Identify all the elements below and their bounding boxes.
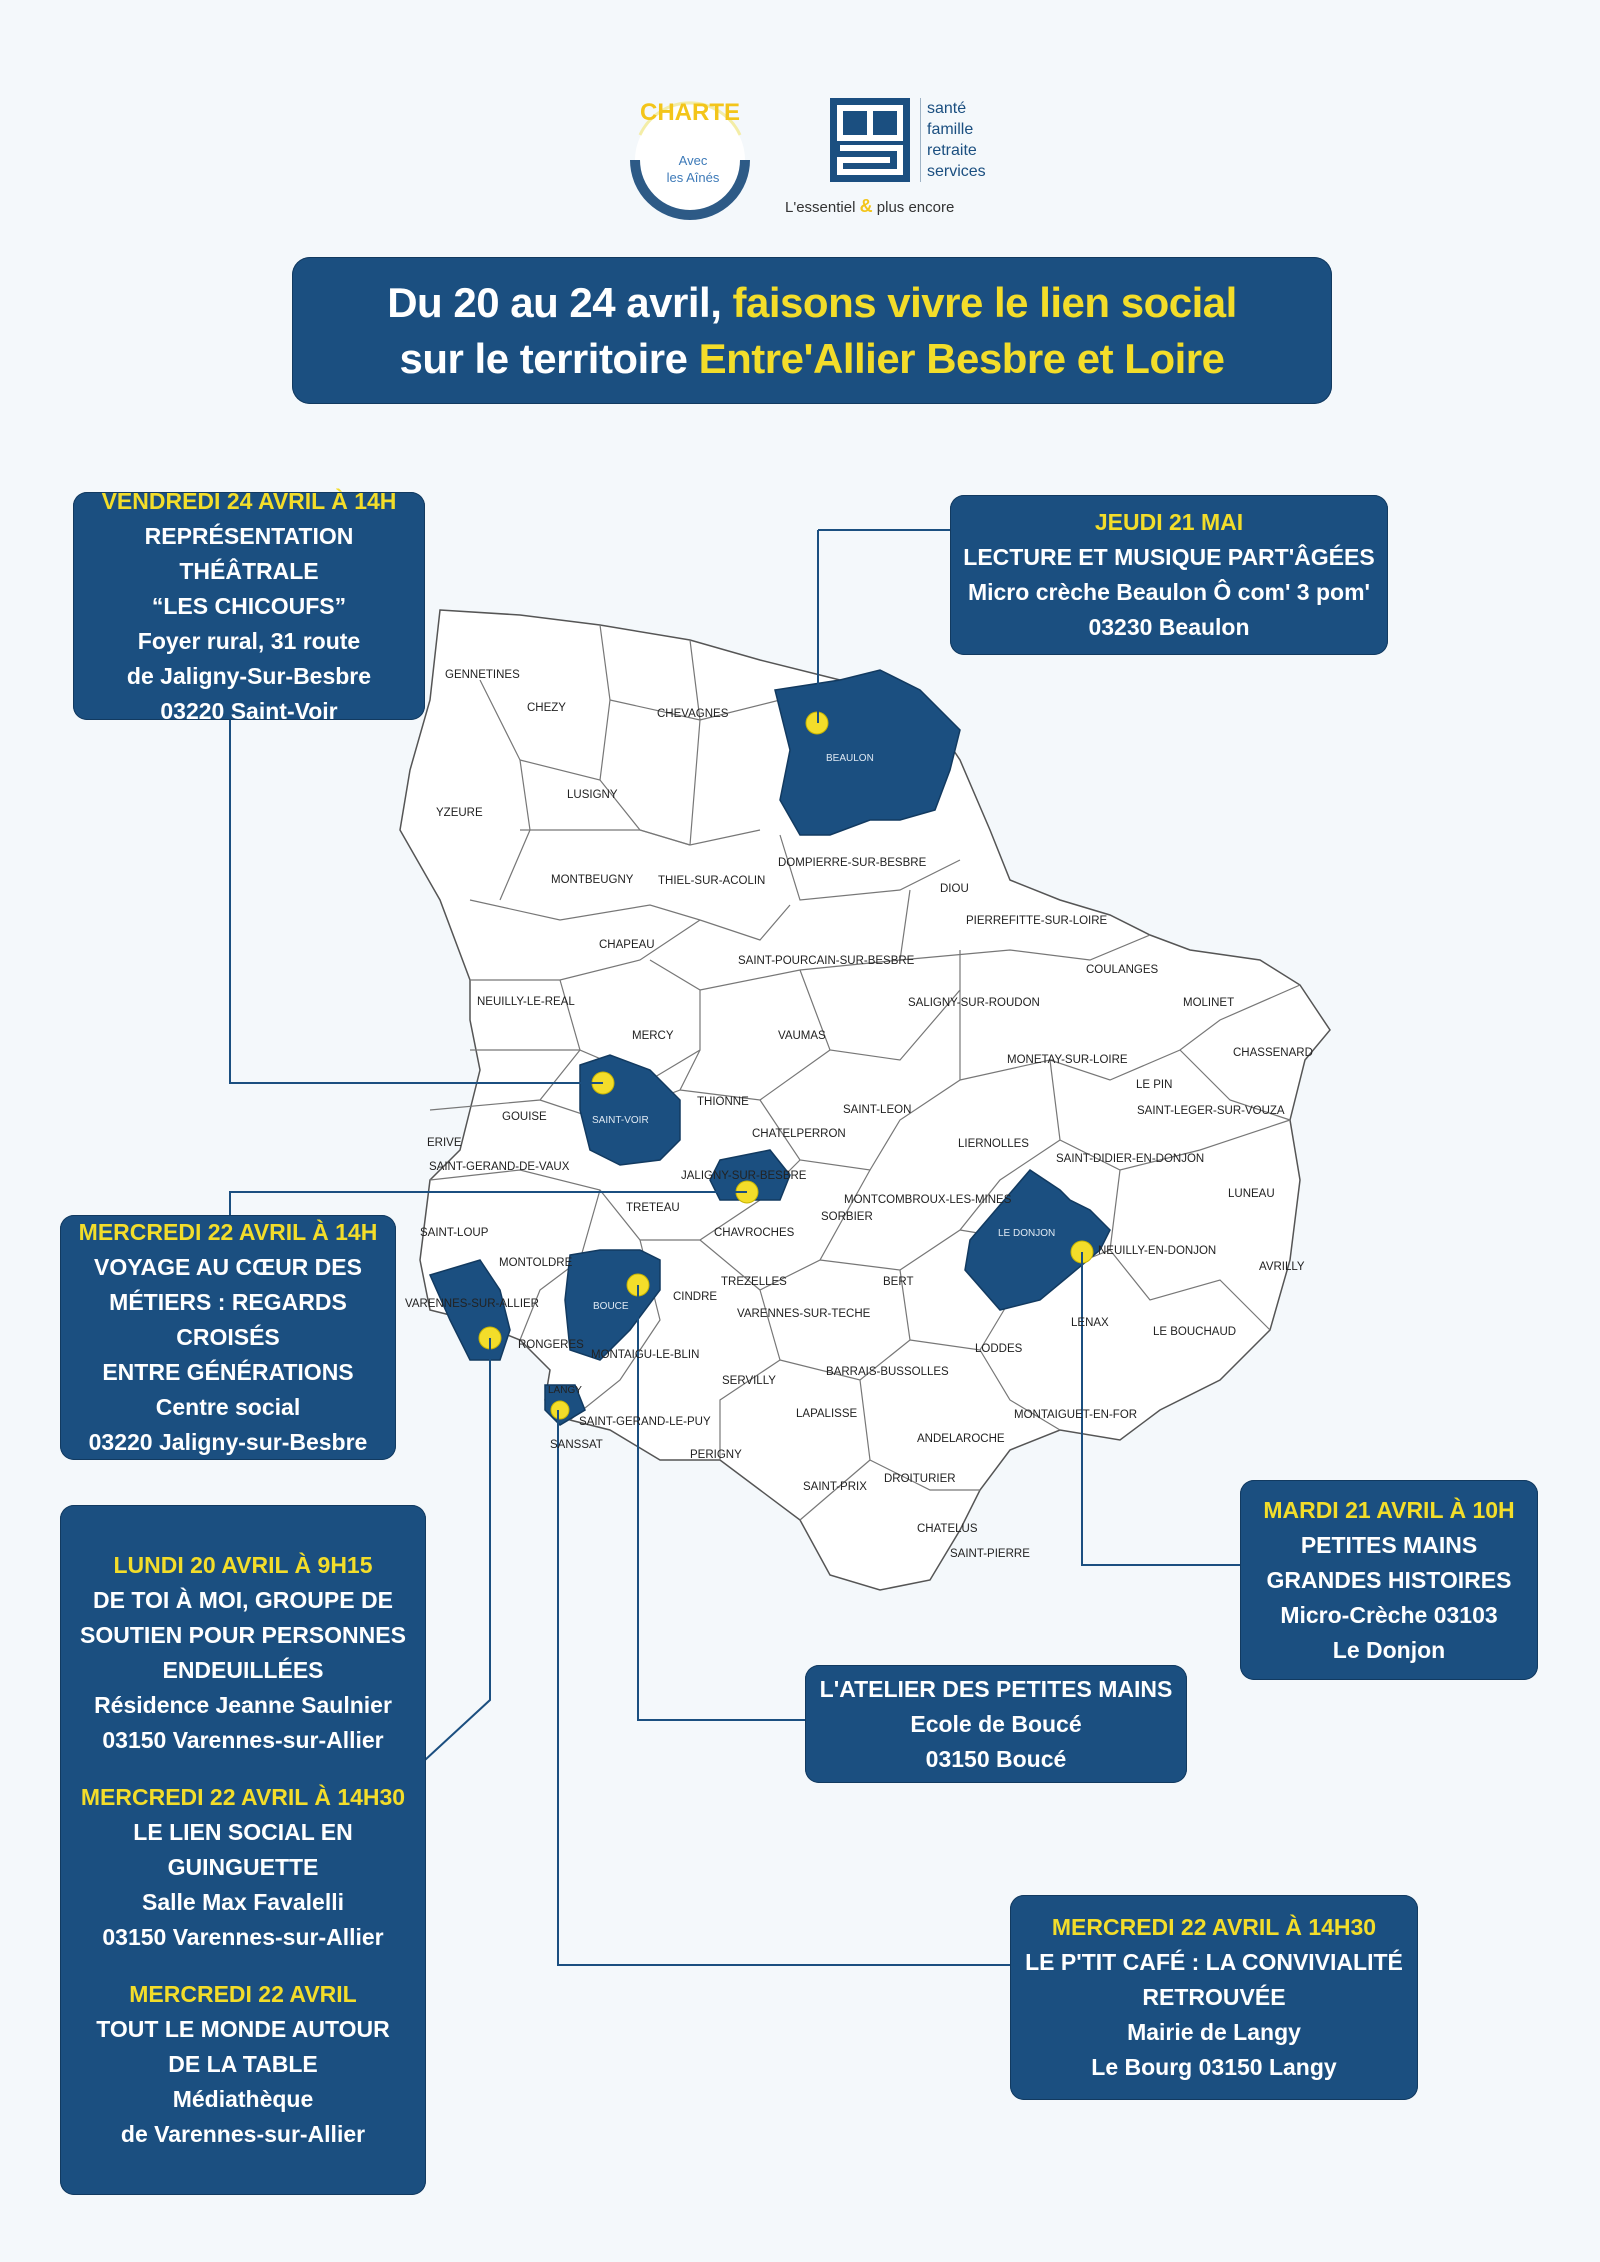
commune-label: SAINT-PIERRE bbox=[950, 1548, 1030, 1560]
commune-label: SAINT-POURCAIN-SUR-BESBRE bbox=[738, 955, 915, 967]
commune-label: SAINT-GERAND-DE-VAUX bbox=[429, 1161, 570, 1173]
charte-line2: les Aînés bbox=[666, 170, 720, 185]
msa-word: services bbox=[927, 163, 986, 180]
commune-label: PERIGNY bbox=[690, 1449, 742, 1461]
commune-label: MERCY bbox=[632, 1030, 674, 1042]
commune-label: ERIVE bbox=[427, 1137, 462, 1149]
banner-line2-white: sur le territoire bbox=[399, 334, 688, 382]
event-date: MERCREDI 22 AVRIL À 14H30 bbox=[1051, 1914, 1377, 1940]
msa-tagline-amp: & bbox=[859, 196, 873, 216]
event-line: de Varennes-sur-Allier bbox=[120, 2121, 366, 2147]
event-date: LUNDI 20 AVRIL À 9H15 bbox=[113, 1552, 373, 1578]
event-line: Salle Max Favalelli bbox=[141, 1889, 344, 1915]
commune-label: VAUMAS bbox=[778, 1030, 826, 1042]
commune-label: GOUISE bbox=[502, 1111, 547, 1123]
event-line: REPRÉSENTATION THÉÂTRALE bbox=[144, 522, 354, 584]
commune-label: TRETEAU bbox=[626, 1202, 680, 1214]
event-line: DE TOI À MOI, GROUPE DE bbox=[93, 1587, 393, 1613]
commune-label: BEAULON bbox=[826, 753, 874, 764]
event-box-saint-voir bbox=[73, 487, 425, 724]
event-date: JEUDI 21 MAI bbox=[1094, 509, 1244, 535]
commune-label: MONTAIGU-LE-BLIN bbox=[591, 1349, 700, 1361]
event-line: de Jaligny-Sur-Besbre bbox=[126, 662, 372, 689]
event-date: VENDREDI 24 AVRIL À 14H bbox=[101, 487, 397, 514]
commune-label: DOMPIERRE-SUR-BESBRE bbox=[778, 857, 927, 869]
event-line: 03150 Varennes-sur-Allier bbox=[102, 1727, 384, 1753]
commune-label: VARENNES-SUR-ALLIER bbox=[405, 1298, 539, 1310]
banner-line1-yellow: faisons vivre le lien social bbox=[732, 278, 1237, 326]
event-line: LE LIEN SOCIAL EN GUINGUETTE bbox=[133, 1819, 353, 1880]
event-line: ENTRE GÉNÉRATIONS bbox=[102, 1359, 354, 1385]
commune-label: SAINT-PRIX bbox=[803, 1481, 867, 1493]
msa-word: santé bbox=[927, 100, 967, 117]
commune-label: GENNETINES bbox=[445, 669, 520, 681]
event-line: Médiathèque bbox=[172, 2086, 314, 2112]
event-line: 03150 Boucé bbox=[925, 1745, 1067, 1772]
commune-label: SAINT-LEON bbox=[843, 1104, 912, 1116]
commune-label: LUSIGNY bbox=[567, 789, 618, 801]
event-line: Foyer rural, 31 route bbox=[137, 627, 361, 654]
commune-label: SAINT-DIDIER-EN-DONJON bbox=[1056, 1153, 1205, 1165]
connector-varennes bbox=[425, 1338, 490, 1760]
event-varennes-3 bbox=[60, 1977, 426, 2152]
charte-line1: Avec bbox=[678, 153, 708, 168]
event-date: MERCREDI 22 AVRIL À 14H30 bbox=[80, 1784, 406, 1810]
commune-label: SALIGNY-SUR-ROUDON bbox=[908, 997, 1040, 1009]
commune-label: SANSSAT bbox=[550, 1439, 603, 1451]
event-line: SOUTIEN POUR PERSONNES bbox=[80, 1622, 406, 1648]
event-line: ENDEUILLÉES bbox=[162, 1657, 324, 1683]
msa-word: famille bbox=[927, 121, 974, 138]
commune-label: BOUCE bbox=[593, 1301, 629, 1312]
event-line: Mairie de Langy bbox=[1127, 2019, 1301, 2045]
event-box-langy bbox=[1010, 1895, 1418, 2100]
event-box-bouce bbox=[805, 1665, 1187, 1783]
commune-label: ANDELAROCHE bbox=[917, 1433, 1005, 1445]
commune-label: MONTOLDRE bbox=[499, 1257, 573, 1269]
commune-label: YZEURE bbox=[436, 807, 483, 819]
event-line: L'ATELIER DES PETITES MAINS bbox=[819, 1675, 1173, 1702]
event-line: PETITES MAINS bbox=[1300, 1531, 1478, 1558]
commune-label: LENAX bbox=[1071, 1317, 1109, 1329]
event-line: 03220 Jaligny-sur-Besbre bbox=[88, 1429, 368, 1455]
event-varennes-2 bbox=[60, 1780, 426, 1955]
commune-label: TREZELLES bbox=[721, 1276, 787, 1288]
commune-label: CHAVROCHES bbox=[714, 1227, 795, 1239]
commune-label: RONGERES bbox=[518, 1339, 584, 1351]
commune-label: SORBIER bbox=[821, 1211, 873, 1223]
event-box-le-donjon bbox=[1240, 1480, 1538, 1680]
msa-tagline-post: plus encore bbox=[876, 199, 955, 216]
commune-label: SERVILLY bbox=[722, 1375, 776, 1387]
commune-label: PIERREFITTE-SUR-LOIRE bbox=[966, 915, 1108, 927]
event-varennes-1 bbox=[60, 1548, 426, 1758]
commune-label: LANGY bbox=[548, 1385, 582, 1396]
commune-label: SAINT-LOUP bbox=[420, 1227, 489, 1239]
event-date: MERCREDI 22 AVRIL bbox=[129, 1981, 357, 2007]
event-line: TOUT LE MONDE AUTOUR bbox=[96, 2016, 390, 2042]
event-line: RETROUVÉE bbox=[1142, 1984, 1286, 2010]
commune-label: NEUILLY-EN-DONJON bbox=[1098, 1245, 1217, 1257]
event-line: LE P'TIT CAFÉ : LA CONVIVIALITÉ bbox=[1025, 1949, 1403, 1975]
banner-line2-yellow: Entre'Allier Besbre et Loire bbox=[698, 334, 1225, 382]
commune-label: LE PIN bbox=[1136, 1079, 1173, 1091]
commune-label: COULANGES bbox=[1086, 964, 1159, 976]
commune-label: BARRAIS-BUSSOLLES bbox=[826, 1366, 949, 1378]
commune-label: NEUILLY-LE-REAL bbox=[477, 996, 575, 1008]
event-line: 03220 Saint-Voir bbox=[160, 697, 338, 724]
commune-label: LUNEAU bbox=[1228, 1188, 1275, 1200]
event-line: Micro-Crèche 03103 bbox=[1280, 1601, 1498, 1628]
event-line: Ecole de Boucé bbox=[910, 1710, 1082, 1737]
event-line: Résidence Jeanne Saulnier bbox=[94, 1692, 392, 1718]
msa-tagline-pre: L'essentiel bbox=[785, 199, 856, 216]
commune-label: LAPALISSE bbox=[796, 1408, 858, 1420]
commune-label: DROITURIER bbox=[884, 1473, 956, 1485]
commune-label: SAINT-LEGER-SUR-VOUZA bbox=[1137, 1105, 1285, 1117]
commune-label: SAINT-VOIR bbox=[592, 1115, 649, 1126]
commune-label: CINDRE bbox=[673, 1291, 718, 1303]
event-line: LECTURE ET MUSIQUE PART'ÂGÉES bbox=[963, 544, 1375, 570]
msa-word: retraite bbox=[927, 142, 977, 159]
event-line: “LES CHICOUFS” bbox=[151, 592, 347, 619]
commune-label: CHAPEAU bbox=[599, 939, 655, 951]
commune-label: JALIGNY-SUR-BESBRE bbox=[681, 1170, 807, 1182]
commune-label: MOLINET bbox=[1183, 997, 1235, 1009]
event-line: Micro crèche Beaulon Ô com' 3 pom' bbox=[967, 579, 1371, 605]
commune-label: LIERNOLLES bbox=[958, 1138, 1029, 1150]
event-date: MERCREDI 22 AVRIL À 14H bbox=[78, 1219, 378, 1245]
commune-label: THIONNE bbox=[697, 1096, 749, 1108]
commune-label: LODDES bbox=[975, 1343, 1023, 1355]
commune-label: MONTAIGUET-EN-FOR bbox=[1014, 1409, 1138, 1421]
commune-label: MONETAY-SUR-LOIRE bbox=[1007, 1054, 1128, 1066]
commune-label: AVRILLY bbox=[1259, 1261, 1305, 1273]
event-line: 03150 Varennes-sur-Allier bbox=[102, 1924, 384, 1950]
event-date: MARDI 21 AVRIL À 10H bbox=[1263, 1496, 1515, 1523]
commune-label: VARENNES-SUR-TECHE bbox=[737, 1308, 871, 1320]
event-line: DE LA TABLE bbox=[168, 2051, 318, 2077]
commune-label: DIOU bbox=[940, 883, 969, 895]
event-line: Centre social bbox=[155, 1394, 301, 1420]
event-box-varennes bbox=[60, 1505, 426, 2195]
event-line: GRANDES HISTOIRES bbox=[1266, 1566, 1512, 1593]
charte-arc-text: CHARTE bbox=[640, 99, 740, 126]
marker-langy bbox=[551, 1401, 569, 1419]
commune-label: MONTBEUGNY bbox=[551, 874, 634, 886]
commune-label: BERT bbox=[883, 1276, 914, 1288]
event-box-beaulon bbox=[950, 495, 1388, 655]
event-line: VOYAGE AU CŒUR DES bbox=[94, 1254, 362, 1280]
event-line: MÉTIERS : REGARDS CROISÉS bbox=[109, 1289, 347, 1350]
event-line: 03230 Beaulon bbox=[1088, 614, 1250, 640]
banner-line1-white: Du 20 au 24 avril, bbox=[387, 278, 722, 326]
commune-label: CHEZY bbox=[527, 702, 566, 714]
commune-label: THIEL-SUR-ACOLIN bbox=[658, 875, 766, 887]
commune-label: SAINT-GERAND-LE-PUY bbox=[579, 1416, 711, 1428]
commune-label: MONTCOMBROUX-LES-MINES bbox=[844, 1194, 1012, 1206]
commune-label: CHATELPERRON bbox=[752, 1128, 846, 1140]
commune-label: CHATELUS bbox=[917, 1523, 978, 1535]
commune-label: CHEVAGNES bbox=[657, 708, 729, 720]
event-box-jaligny bbox=[60, 1215, 396, 1460]
commune-label: CHASSENARD bbox=[1233, 1047, 1313, 1059]
event-line: Le Bourg 03150 Langy bbox=[1091, 2054, 1337, 2080]
commune-label: LE DONJON bbox=[998, 1228, 1056, 1239]
event-line: Le Donjon bbox=[1332, 1636, 1446, 1663]
commune-label: LE BOUCHAUD bbox=[1153, 1326, 1237, 1338]
